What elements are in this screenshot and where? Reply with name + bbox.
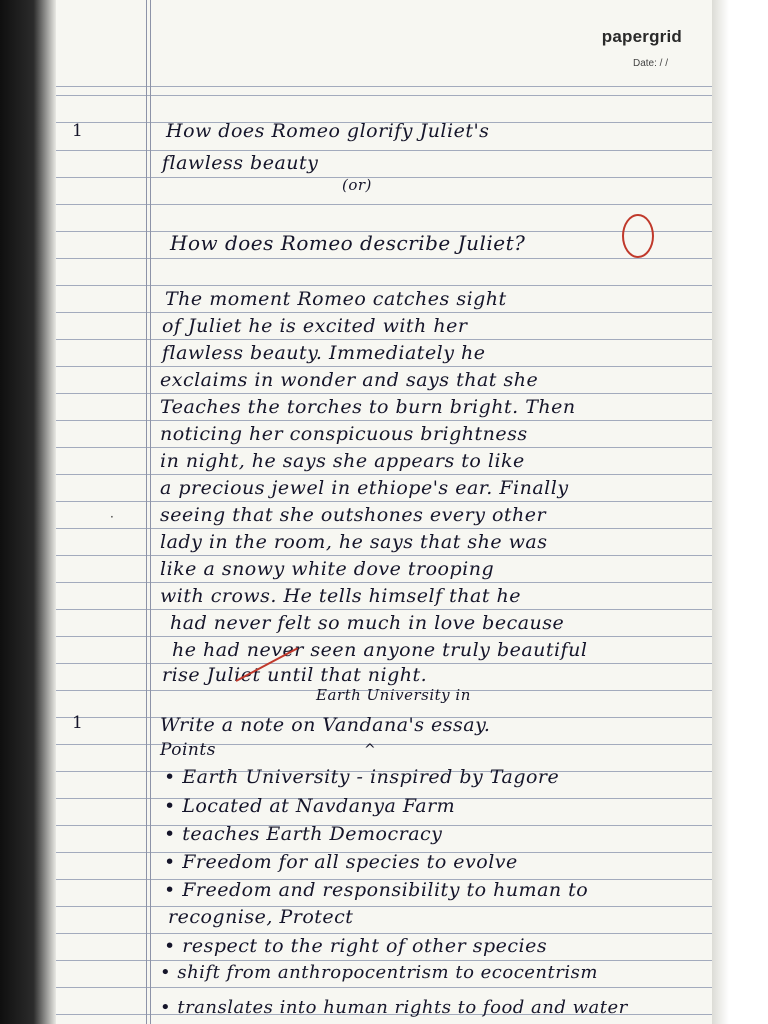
question-number: 1 (72, 121, 83, 141)
point-item: • translates into human rights to food and water (160, 997, 628, 1018)
point-item: • Located at Navdanya Farm (164, 795, 456, 817)
points-heading: Points (160, 740, 216, 760)
caret-mark: ^ (364, 742, 376, 758)
notebook-binding (0, 0, 56, 1024)
ruled-line (56, 636, 712, 637)
ruled-line (56, 582, 712, 583)
ruled-line (56, 474, 712, 475)
point-item: • shift from anthropocentrism to ecocentrism (160, 962, 598, 983)
ruled-line (56, 177, 712, 178)
inserted-text: Earth University in (316, 686, 471, 704)
answer-line: The moment Romeo catches sight (165, 288, 507, 310)
answer-line: noticing her conspicuous brightness (160, 423, 528, 445)
answer-line: a precious jewel in ethiope's ear. Finally (160, 477, 569, 499)
ruled-line (56, 609, 712, 610)
ruled-line (56, 285, 712, 286)
point-item: • Freedom and responsibility to human to (164, 879, 589, 901)
answer-line: in night, he says she appears to like (160, 450, 525, 472)
ruled-line (56, 906, 712, 907)
page-edge (712, 0, 768, 1024)
point-item: • Earth University - inspired by Tagore (164, 766, 560, 788)
margin-line (146, 0, 147, 1024)
question-number: 1 (72, 713, 83, 733)
ruled-line (56, 366, 712, 367)
answer-line: flawless beauty. Immediately he (162, 342, 486, 364)
question-or: (or) (342, 176, 372, 194)
ruled-line (56, 987, 712, 988)
answer-line: exclaims in wonder and says that she (160, 369, 539, 391)
ruled-line (56, 339, 712, 340)
ruled-line (56, 420, 712, 421)
answer-line: he had never seen anyone truly beautiful (172, 639, 588, 661)
question-line: How does Romeo glorify Juliet's (166, 120, 490, 142)
point-item: • respect to the right of other species (164, 935, 548, 957)
ruled-line (56, 258, 712, 259)
point-item: • teaches Earth Democracy (164, 823, 443, 845)
ruled-line (56, 528, 712, 529)
brand-logo-text: papergrid (601, 27, 682, 46)
ruled-line (56, 312, 712, 313)
point-item: • Freedom for all species to evolve (164, 851, 518, 873)
point-item: recognise, Protect (168, 906, 354, 928)
question-line: Write a note on Vandana's essay. (160, 714, 491, 736)
date-field: Date: / / (632, 58, 668, 69)
ruled-line (56, 447, 712, 448)
answer-line: of Juliet he is excited with her (162, 315, 468, 337)
ruled-line (56, 150, 712, 151)
answer-line: with crows. He tells himself that he (160, 585, 522, 607)
ruled-line (56, 933, 712, 934)
ruled-line (56, 95, 712, 96)
ruled-line (56, 86, 712, 87)
ruled-line (56, 555, 712, 556)
question-line: How does Romeo describe Juliet? (170, 231, 526, 255)
answer-line: Teaches the torches to burn bright. Then (160, 396, 576, 418)
answer-line: like a snowy white dove trooping (160, 558, 495, 580)
question-line: flawless beauty (162, 152, 319, 174)
ruled-line (56, 960, 712, 961)
ruled-line (56, 393, 712, 394)
answer-line: lady in the room, he says that she was (160, 531, 548, 553)
answer-line: seeing that she outshones every other (160, 504, 547, 526)
ruled-line (56, 204, 712, 205)
red-circle-mark (622, 214, 654, 258)
answer-line: had never felt so much in love because (170, 612, 565, 634)
margin-line (150, 0, 151, 1024)
answer-line: rise Juliet until that night. (162, 664, 428, 686)
margin-dot: · (110, 510, 114, 524)
ruled-line (56, 744, 712, 745)
ruled-line (56, 501, 712, 502)
